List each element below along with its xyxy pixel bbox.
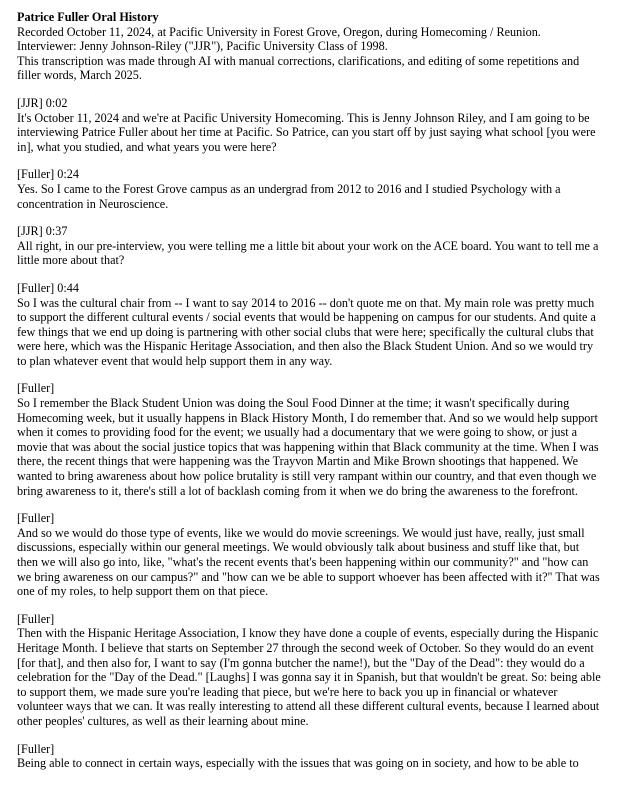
- transcription-note: This transcription was made through AI with manual corrections, clarifications, and editing of some repetitions and filler words, March 2025.: [17, 53, 580, 83]
- entry-text: It's October 11, 2024 and we're at Pacific University Homecoming. This is Jenny Johnson Riley, and I am going to be interviewing Patrice Fuller about her time at Pacific. So Patrice, can you start off by just saying what school [you were in], what you studied, and what years you were here?: [17, 110, 596, 154]
- transcript-entry: [17, 224, 603, 268]
- transcript-entry: [17, 281, 603, 369]
- speaker-timestamp: [JJR] 0:37: [17, 224, 68, 239]
- transcript-entry: [17, 511, 603, 599]
- entry-text: Being able to connect in certain ways, especially with the issues that was going on in society, and how to be able to: [17, 756, 579, 771]
- transcript-entry: [17, 742, 603, 771]
- speaker-timestamp: [Fuller]: [17, 381, 55, 396]
- entry-text: So I remember the Black Student Union was doing the Soul Food Dinner at the time; it wasn't specifically during Homecoming week, but it usually happens in Black History Month, I do remember that. And so we would help support when it comes to providing food for the event; we usually had a documentary that we were going to show, or just a movie that was about the social justice topics that was happening within that Black community at the time. When I was there, the recent things that were happening was the Trayvon Martin and Mike Brown shootings that happened. We wanted to bring awareness about how police brutality is still very rampant within our country, and that even though we bring awareness to it, there's still a lot of backlash coming from it when we do bring the awareness to the forefront.: [17, 396, 599, 498]
- speaker-timestamp: [Fuller]: [17, 611, 55, 626]
- entry-text: All right, in our pre-interview, you were telling me a little bit about your work on the ACE board. You want to tell me a little more about that?: [17, 238, 599, 268]
- entry-text: Then with the Hispanic Heritage Association, I know they have done a couple of events, especially during the Hispanic Heritage Month. I believe that starts on September 27 through the second week of October. So they would do an event [for that], and then also for, I want to say (I'm gonna butcher the name!), but the "Day of the Dead": they would do a celebration for the "Day of the Dead." [Laughs] I was gonna say it in Spanish, but that wouldn't be great. So: being able to support them, we made sure you're leading that piece, but we're here to back you up in financial or whatever volunteer ways that we can. It was really interesting to attend all these different cultural events, because I learned about other peoples' cultures, as well as their learning about mine.: [17, 626, 601, 728]
- entry-text: Yes. So I came to the Forest Grove campus as an undergrad from 2012 to 2016 and I studied Psychology with a concentration in Neuroscience.: [17, 181, 561, 211]
- document-title: Patrice Fuller Oral History: [17, 10, 159, 24]
- transcript-entry: [17, 96, 603, 154]
- recording-info: Recorded October 11, 2024, at Pacific University in Forest Grove, Oregon, during Homecoming / Reunion.: [17, 24, 541, 39]
- speaker-timestamp: [Fuller]: [17, 741, 55, 756]
- interviewer-info: Interviewer: Jenny Johnson-Riley ("JJR"), Pacific University Class of 1998.: [17, 39, 388, 54]
- speaker-timestamp: [Fuller] 0:24: [17, 167, 79, 182]
- entry-text: So I was the cultural chair from -- I want to say 2014 to 2016 -- don't quote me on that. My main role was pretty much to support the different cultural events / social events that would be happening on campus for our students. And quite a few things that we end up doing is partnering with other social clubs that were here; specifically the cultural clubs that were here, which was the Hispanic Heritage Association, and then also the Black Student Union. And so we would try to plan whatever event that would help support them in any way.: [17, 295, 596, 368]
- transcript-entry: [17, 612, 603, 729]
- transcript-page: [17, 10, 603, 771]
- speaker-timestamp: [Fuller]: [17, 511, 55, 526]
- speaker-timestamp: [JJR] 0:02: [17, 95, 68, 110]
- speaker-timestamp: [Fuller] 0:44: [17, 280, 79, 295]
- transcript-entry: [17, 381, 603, 498]
- transcript-entry: [17, 167, 603, 211]
- entry-text: And so we would do those type of events, like we would do movie screenings. We would just have, really, just small discussions, especially within our general meetings. We would obviously talk about business and stuff like that, but then we will also go into, like, "what's the recent events that's been happening within our community?" and "how can we bring awareness on our campus?" and "how can we be able to support whoever has been affected with it?" That was one of my roles, to help support them on that piece.: [17, 525, 600, 599]
